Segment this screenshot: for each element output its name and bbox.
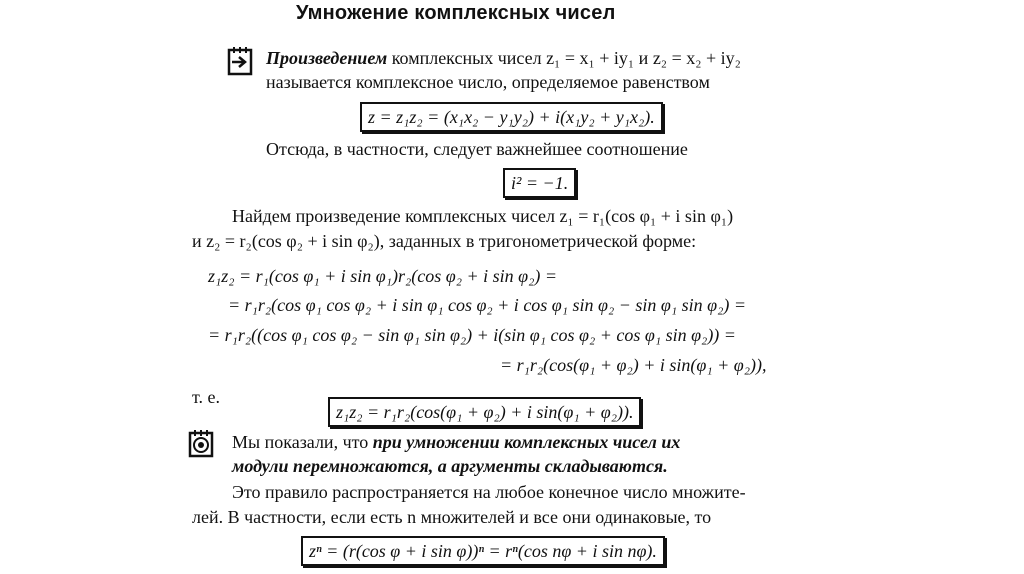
trig-intro-line-2: и z₂ = r₂(cos φ₂ + i sin φ₂), заданных в тригонометрической форме: (192, 231, 697, 251)
rule-extension-1: Это правило распространяется на любое конечное число множите- (232, 482, 746, 502)
definition-line-1-rest: комплексных чисел z₁ = x₁ + iy₁ и z₂ = x₂ + iy₂ (391, 48, 741, 68)
rule-extension-2: лей. В частности, если есть n множителей и все они одинаковые, то (192, 507, 712, 527)
te-label: т. е. (192, 387, 221, 407)
target-icon (188, 430, 214, 458)
definition-line-1 (266, 46, 741, 70)
page-title: Умножение комплексных чисел (296, 2, 616, 24)
power-formula: zⁿ = (r(cos φ + i sin φ))ⁿ = rⁿ(cos nφ + i sin nφ). (301, 536, 665, 566)
trig-eq-3: = r₁r₂((cos φ₁ cos φ₂ − sin φ₁ sin φ₂) + i(sin φ₁ cos φ₂ + cos φ₁ sin φ₂)) = (208, 325, 736, 345)
i-squared-formula: i² = −1. (503, 168, 576, 198)
trig-intro-line-1: Найдем произведение комплексных чисел z₁ = r₁(cos φ₁ + i sin φ₁) (232, 206, 734, 226)
product-formula: z = z₁z₂ = (x₁x₂ − y₁y₂) + i(x₁y₂ + y₁x₂). (360, 102, 663, 132)
definition-term: Произведением (266, 48, 388, 68)
definition-arrow-icon (226, 46, 254, 76)
consequence-text: Отсюда, в частности, следует важнейшее соотношение (266, 139, 688, 159)
definition-line-2: называется комплексное число, определяемое равенством (266, 72, 710, 92)
trig-product-result: z₁z₂ = r₁r₂(cos(φ₁ + φ₂) + i sin(φ₁ + φ₂)). (328, 397, 641, 427)
rule-line-1 (232, 430, 680, 454)
trig-eq-2: = r₁r₂(cos φ₁ cos φ₂ + i sin φ₁ cos φ₂ + i cos φ₁ sin φ₂ − sin φ₁ sin φ₂) = (228, 295, 746, 315)
rule-prefix: Мы показали, что (232, 432, 369, 452)
rule-bold-1: при умножении комплексных чисел их (372, 432, 681, 452)
trig-eq-1: z₁z₂ = r₁(cos φ₁ + i sin φ₁)r₂(cos φ₂ + i sin φ₂) = (208, 266, 557, 286)
rule-bold-2: модули перемножаются, а аргументы складываются. (232, 456, 668, 476)
trig-eq-4: = r₁r₂(cos(φ₁ + φ₂) + i sin(φ₁ + φ₂)), (500, 355, 767, 375)
